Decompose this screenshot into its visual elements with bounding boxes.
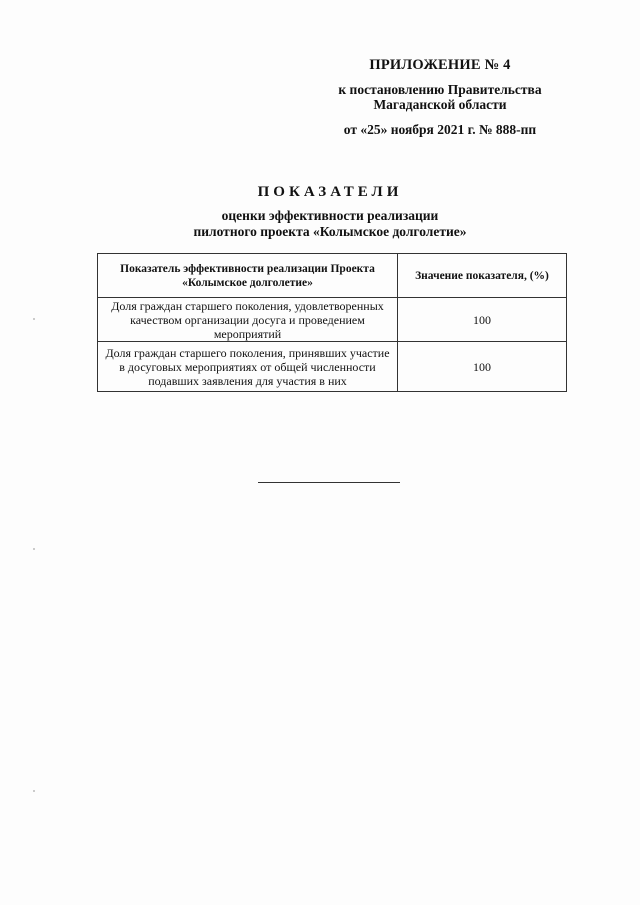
table-row: [98, 298, 567, 342]
appendix-title: ПРИЛОЖЕНИЕ № 4: [369, 57, 511, 73]
appendix-line-2: Магаданской области: [373, 97, 507, 112]
value-cell: 100: [398, 342, 567, 392]
indicator-cell: Доля граждан старшего поколения, принявших участие в досуговых мероприятиях от общей численности подавших заявления для участия в них: [98, 342, 398, 392]
table-header-indicator: Показатель эффективности реализации Проекта «Колымское долголетие»: [98, 254, 398, 298]
indicators-table: [97, 253, 567, 392]
document-heading: ПОКАЗАТЕЛИ: [257, 184, 403, 200]
document-subheading-1: оценки эффективности реализации: [221, 208, 439, 223]
closing-divider-line: [258, 482, 400, 483]
scan-speck: [33, 790, 35, 792]
table-row: [98, 342, 567, 392]
table-header-value: Значение показателя, (%): [398, 254, 567, 298]
table-header-row: [98, 254, 567, 298]
appendix-date-line: от «25» ноября 2021 г. № 888-пп: [343, 122, 537, 137]
document-subheading-2: пилотного проекта «Колымское долголетие»: [193, 224, 467, 239]
appendix-line-1: к постановлению Правительства: [338, 82, 542, 97]
value-cell: 100: [398, 298, 567, 342]
scan-speck: [33, 318, 35, 320]
indicator-cell: Доля граждан старшего поколения, удовлетворенных качеством организации досуга и проведением мероприятий: [98, 298, 398, 342]
scan-speck: [33, 548, 35, 550]
